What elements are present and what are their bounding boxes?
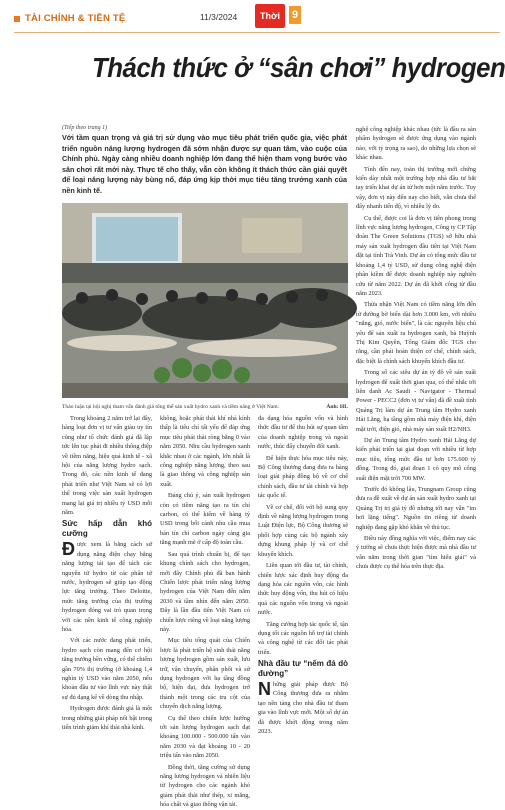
header-divider [14, 32, 500, 33]
subheading-1: Sức hấp dẫn khó cưỡng [62, 519, 152, 538]
paragraph: Tính đến nay, toàn thị trường mới chứng kiến dày nhất một trường hợp nhà đầu tư bắt tay triển khai dự án từ hơn một năm trước. Tuy vậy, đơn vị này đến nay cho biết, vẫn chưa thể đẩy nhanh tiến độ, vì nhiều lý do. [356, 165, 476, 211]
paragraph: Với các nước đang phát triển, hydro sạch còn mang đến cơ hội tăng trưởng bền vững, có thể chiếm gần 70% thị trường (ở khoảng 1,4 nghìn tỷ USD vào năm 2050, nếu khoản đầu tư vào lĩnh vực này thật sự đủ dạng kể về dòng thu nhập. [62, 637, 152, 701]
body-column-3 [258, 414, 348, 738]
section-marker-icon [14, 16, 20, 22]
paragraph [62, 540, 152, 634]
paragraph: Để hiện thực hóa mục tiêu này, Bộ Công thương đang đưa ra hàng loạt giải pháp đồng bộ về cơ chế chính sách, đầu tư tài chính và hợp tác quốc tế. [258, 454, 348, 500]
dropcap: Đ [62, 539, 75, 560]
article-lead: Với tầm quan trọng và giá trị sử dụng vào mục tiêu phát triển quốc gia, việc phát triển nguồn năng lượng hydrogen đã sớm nhận được sự quan tâm, vào cuộc của Chính phủ. Ngày càng nhiều doanh nghiệp lớn đang thể hiện tham vọng bước vào sân chơi rất mới này. Thực tế cho thấy, vẫn còn không ít thách thức cần giải quyết để loại năng lượng này bùng nổ, đáp ứng kịp thời mục tiêu tăng trưởng xanh của nền kinh tế. [62, 133, 347, 195]
paragraph: đa dạng hóa nguồn vốn và hình thức đầu tư để thu hút sự quan tâm của doanh nghiệp trong và ngoài nước, thúc đẩy chuyển đổi xanh. [258, 415, 348, 451]
paragraph [258, 680, 348, 736]
photo-credit: Ảnh: HL [326, 404, 348, 410]
dropcap: N [258, 678, 271, 699]
photo-caption [62, 404, 348, 410]
paragraph: không, hoặc phát thải khí nhà kính thấp là tiêu chí tất yếu để đáp ứng mục tiêu phát thải ròng bằng 0 vào năm 2050. Nhu cầu hydrogen xanh khắc nhau ở các ngành, lớn nhất là công nghiệp năng lượng, theo sau là giao thông và công nghiệp sản xuất. [160, 415, 250, 488]
subheading-2: Nhà đầu tư “nếm đá dò đường” [258, 659, 348, 678]
continued-note: (Tiếp theo trang 1) [62, 125, 108, 131]
paragraph: Trong số các siêu dự án tỷ đô về sản xuất hydrogen để xuất thời gian qua, có thể nhắc tới liên danh Ac Saudi - Navigator - Thermal Power - PECC2 (đơn vị tư vấn) đã đề xuất tỉnh Quảng Trị làm dự án Trung tâm Hydro xanh Hải Lăng, hạ tầng gồm nhà máy điện khí, điện mặt trời, điện gió, nhà máy sản xuất H2/NH3. [356, 369, 476, 433]
paragraph: Cụ thể, được coi là đơn vị tiên phong trong lĩnh vực năng lượng hydrogen, Công ty CP Tập đoàn The Green Solutions (TGS) sở hữu nhà máy sản xuất hydrogen đầu tiên tại Việt Nam đặt tại tỉnh Trà Vinh. Dự án có tổng mức đầu tư khoảng 1,4 tỷ USD, sử dụng công nghệ điện phân kiềm để được doanh nghiệp này nghiên cứu từ năm 2022. Dự án đã khởi công từ đầu năm 2023. [356, 214, 476, 297]
paragraph: Tăng cường hợp tác quốc tế, tận dụng tốt các nguồn hỗ trợ tài chính và công nghệ từ các đối tác phát triển. [258, 620, 348, 656]
paragraph: Cụ thể theo chiến lược hướng tới sản lượng hydrogen sạch đạt khoảng 100.000 - 500.000 tấn vào năm 2030 và đạt khoảng 10 - 20 triệu tấn vào năm 2050. [160, 714, 250, 760]
body-column-1 [62, 414, 152, 734]
article-title: Thách thức ở “sân chơi” hydrogen [92, 52, 505, 83]
paragraph-text: hững giải pháp được Bộ Công thương đưa ra nhằm tạo nền tảng cho nhà đầu tư tham gia vào lĩnh vực mới. Một số dự án đã được khởi động trong năm 2023. [258, 680, 348, 735]
paragraph: Sau quá trình chuẩn bị, để tạo khung chính sách cho hydrogen, mới đây Chính phủ đã ban hành Chiến lược phát triển năng lượng hydrogen của Việt Nam đến năm 2030 và tầm nhìn đến năm 2050. Đây là lần đầu tiên Việt Nam có chiến lược riêng về loại năng lượng này. [160, 550, 250, 633]
paragraph: Về cơ chế, đối với bộ sung quy định về năng lượng hydrogen trong Luật Điện lực, Bộ Công thương sẽ phối hợp cùng các bộ ngành xây dựng khung pháp lý và cơ chế khuyến khích. [258, 503, 348, 558]
section-title: TÀI CHÍNH & TIỀN TỆ [25, 13, 126, 24]
paragraph: Trong khoảng 2 năm trở lại đây, hàng loạt đơn vị tư vấn giàu uy tín cũng như tổ chức đánh giá đã lập tức lên tục phát đi nhiều thông điệp về tiềm năng, hiệu quả kinh tế - xã hội của năng lượng hydro sạch. Trong đó, các nền kinh tế đang phát triển như Việt Nam sẽ có lợi thế trong việc sản xuất hydrogen mang lại giá trị nhiều tỷ USD mỗi năm. [62, 415, 152, 517]
caption-text: Thảo luận tại hội nghị tham vấn đánh giá tổng thể sản xuất hydro xanh và tiềm năng ở Việt Nam. [62, 404, 280, 410]
paragraph: Trước đó không lâu, Trungnam Group cũng đưa ra đề xuất về dự án sản xuất hydro xanh tại Quảng Trị trị giá tỷ đô nhưng tới nay vẫn "im hơi lặng tiếng". Nguồn tin riêng từ doanh nghiệp đang gặp khó khăn về thủ tục. [356, 486, 476, 531]
conference-photo [62, 203, 348, 398]
paragraph: Điều này đồng nghĩa với việc, điểm nay các ý tưởng sẽ chưa thực hiện được mà nhà đầu tư vẫn nằm trong thời gian "tìm hiểu giải" và chưa được cụ thể hóa trên thực địa. [356, 535, 476, 571]
paragraph: nghệ công nghiệp khác nhau (tức là đầu ra sản phẩm hydrogen sẽ được ứng dụng vào ngành nào, với tỷ trọng ra sao), do những lựa chọn sẽ khác nhau. [356, 126, 476, 162]
page-number: 9 [289, 6, 301, 24]
section-label [14, 13, 125, 24]
body-column-4 [356, 125, 476, 574]
photo-illustration [62, 203, 348, 398]
paragraph: Dự án Trung tâm Hydro xanh Hải Lăng dự kiến phát triển tại giai đoạn với nhiều từ hợp mục tiêu, tổng mức đầu tư hơn 175.600 tỷ đồng. Trong đó, giai đoạn 1 có quy mô công suất điện mặt trời 700 MW. [356, 437, 476, 482]
body-column-2 [160, 414, 250, 809]
publication-logo: Thời Báo [255, 4, 285, 28]
paragraph: Liên quan tới đầu tư, tài chính, chiến lược xác định huy động đa dạng hóa các nguồn vốn, các hình thức huy động vốn, thu hút có hiệu quả các nguồn vốn trong và ngoài nước. [258, 562, 348, 617]
paragraph: Đáng chú ý, sản xuất hydrogen còn có tiềm năng tạo ra tín chỉ carbon, có thể kiếm về hàng tỷ USD trong bối cảnh nhu cầu mua bán tín chỉ carbon ngày càng gia tăng mạnh mẽ ở cấp độ toàn cầu. [160, 492, 250, 547]
page-header [0, 0, 500, 45]
paragraph: Mục tiêu tổng quát của Chiến lược là phát triển hệ sinh thái năng lượng hydrogen gồm sản xuất, lưu trữ, vận chuyển, phân phối và sử dụng hydrogen với hạ tầng đồng bộ, hiện đại, đưa hydrogen trở thành một trong các trụ cột của chuyển dịch năng lượng. [160, 637, 250, 711]
paragraph: Đồng thời, tăng cường sử dụng năng lượng hydrogen và nhiên liệu từ hydrogen cho các ngành khó giảm phát thải như thép, xi măng, hóa chất và giao thông vận tải. [160, 763, 250, 809]
paragraph: Thừa nhận Việt Nam có tiềm năng lớn đến từ đường bờ biển dài hơn 3.000 km, với nhiều "nắng, gió, nước biển", là các nguyên liệu chủ yếu để sản xuất ra hydrogen xanh, bà Huỳnh Thị Kim Quyên, Tổng Giám đốc TGS cho rằng, cần phải hoàn thiện cơ chế, chính sách, đặc biệt là chính sách khuyến khích đầu tư. [356, 301, 476, 365]
issue-date: 11/3/2024 [200, 12, 238, 22]
paragraph: Hydrogen được đánh giá là một trong những giải pháp nổi bật trong tiến trình giảm khí thải nhà kính. [62, 705, 152, 731]
paragraph-text: ược xem là bằng cách sử dụng năng điện chạy bằng năng lượng tái tạo để tách các nguyên tử hydro từ các phân tử nước, hydrogen sẽ giúp tạo động lực tăng trưởng. Theo Deloitte, mức tăng trưởng của thị trường hydrogen đóng vai trò quan trọng với các nền kinh tế công nghiệp hóa. [62, 541, 152, 633]
